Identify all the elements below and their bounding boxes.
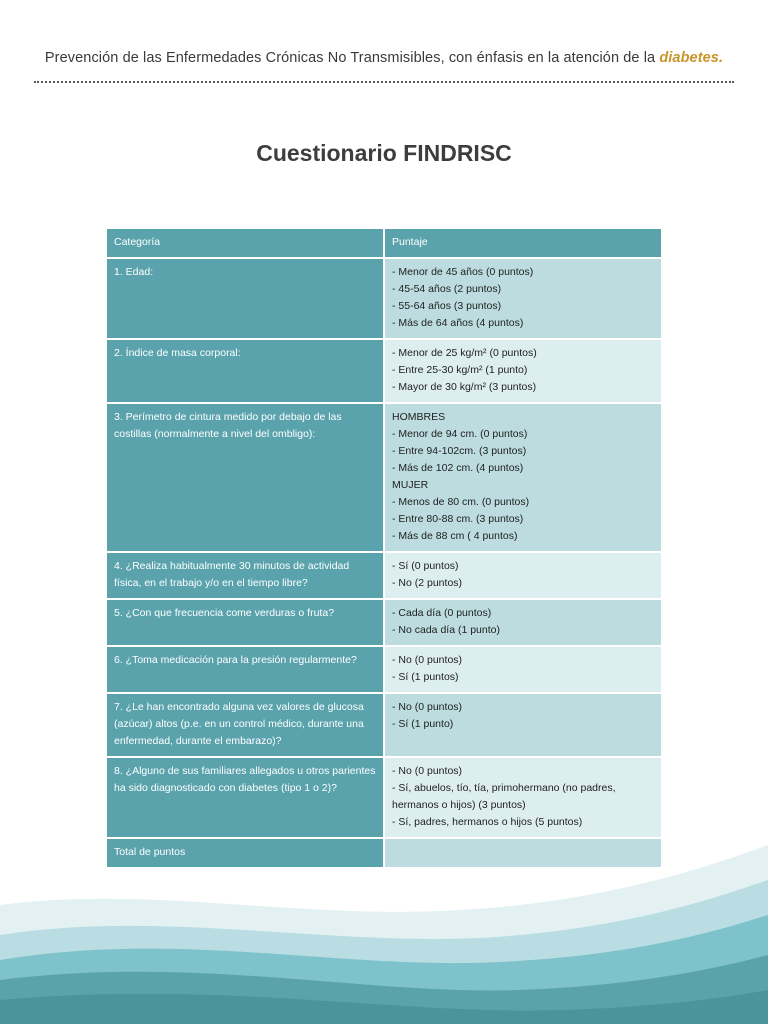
row-category: Total de puntos	[107, 838, 384, 867]
score-option: - Cada día (0 puntos)	[392, 607, 492, 619]
score-option: - Sí (1 puntos)	[392, 671, 459, 683]
row-category: 3. Perímetro de cintura medido por debajo de las costillas (normalmente a nivel del ombligo):	[107, 403, 384, 552]
row-category: 8. ¿Alguno de sus familiares allegados u otros parientes ha sido diagnosticado con diabetes (tipo 1 o 2)?	[107, 757, 384, 838]
score-option: - Más de 102 cm. (4 puntos)	[392, 462, 524, 474]
row-category: 7. ¿Le han encontrado alguna vez valores de glucosa (azúcar) altos (p.e. en un control médico, durante una enfermedad, durante el embarazo)?	[107, 693, 384, 757]
score-option: - No (0 puntos)	[392, 765, 463, 777]
score-option: - No (2 puntos)	[392, 577, 463, 589]
score-option: - Entre 80-88 cm. (3 puntos)	[392, 513, 524, 525]
table-row	[107, 552, 661, 599]
column-header-score: Puntaje	[384, 229, 661, 258]
table-row	[107, 599, 661, 646]
row-score-options	[384, 646, 661, 693]
table-row	[107, 757, 661, 838]
score-option: - Entre 94-102cm. (3 puntos)	[392, 445, 527, 457]
row-score-options	[384, 258, 661, 339]
column-header-category: Categoría	[107, 229, 384, 258]
score-option: - Sí, abuelos, tío, tía, primohermano (no padres, hermanos o hijos) (3 puntos)	[392, 782, 616, 811]
table-row	[107, 646, 661, 693]
header-highlight: diabetes.	[659, 50, 724, 66]
score-option: - Más de 88 cm ( 4 puntos)	[392, 530, 518, 542]
table-row	[107, 258, 661, 339]
findrisc-table	[107, 229, 661, 867]
header-divider	[34, 81, 734, 83]
score-option: - Menor de 94 cm. (0 puntos)	[392, 428, 528, 440]
score-option: - Menos de 80 cm. (0 puntos)	[392, 496, 530, 508]
score-option: - Menor de 45 años (0 puntos)	[392, 266, 534, 278]
score-option: - Mayor de 30 kg/m² (3 puntos)	[392, 381, 537, 393]
row-category: 1. Edad:	[107, 258, 384, 339]
score-option: - 45-54 años (2 puntos)	[392, 283, 502, 295]
table-row	[107, 339, 661, 403]
score-option: HOMBRES	[392, 411, 446, 423]
decorative-wave	[0, 830, 768, 1024]
page-header	[0, 50, 768, 66]
score-option: - Sí, padres, hermanos o hijos (5 puntos)	[392, 816, 583, 828]
row-score-options	[384, 757, 661, 838]
header-text: Prevención de las Enfermedades Crónicas No Transmisibles, con énfasis en la atención de la	[44, 50, 656, 66]
score-option: - Sí (1 punto)	[392, 718, 454, 730]
row-score-options	[384, 552, 661, 599]
row-category: 4. ¿Realiza habitualmente 30 minutos de actividad física, en el trabajo y/o en el tiempo libre?	[107, 552, 384, 599]
table-row	[107, 403, 661, 552]
row-category: 2. Índice de masa corporal:	[107, 339, 384, 403]
score-option: - Sí (0 puntos)	[392, 560, 459, 572]
score-option: - No cada día (1 punto)	[392, 624, 500, 636]
score-option: - Más de 64 años (4 puntos)	[392, 317, 524, 329]
score-option: - Entre 25-30 kg/m² (1 punto)	[392, 364, 528, 376]
row-score-options	[384, 403, 661, 552]
row-category: 6. ¿Toma medicación para la presión regularmente?	[107, 646, 384, 693]
table-row	[107, 693, 661, 757]
row-category: 5. ¿Con que frecuencia come verduras o fruta?	[107, 599, 384, 646]
page-title: Cuestionario FINDRISC	[256, 140, 512, 166]
row-score-options	[384, 693, 661, 757]
score-option: - No (0 puntos)	[392, 654, 463, 666]
row-score-options	[384, 599, 661, 646]
score-option: - 55-64 años (3 puntos)	[392, 300, 502, 312]
row-score-options	[384, 339, 661, 403]
score-option: MUJER	[392, 479, 429, 491]
score-option: - Menor de 25 kg/m² (0 puntos)	[392, 347, 537, 359]
table-header-row	[107, 229, 661, 258]
score-option: - No (0 puntos)	[392, 701, 463, 713]
